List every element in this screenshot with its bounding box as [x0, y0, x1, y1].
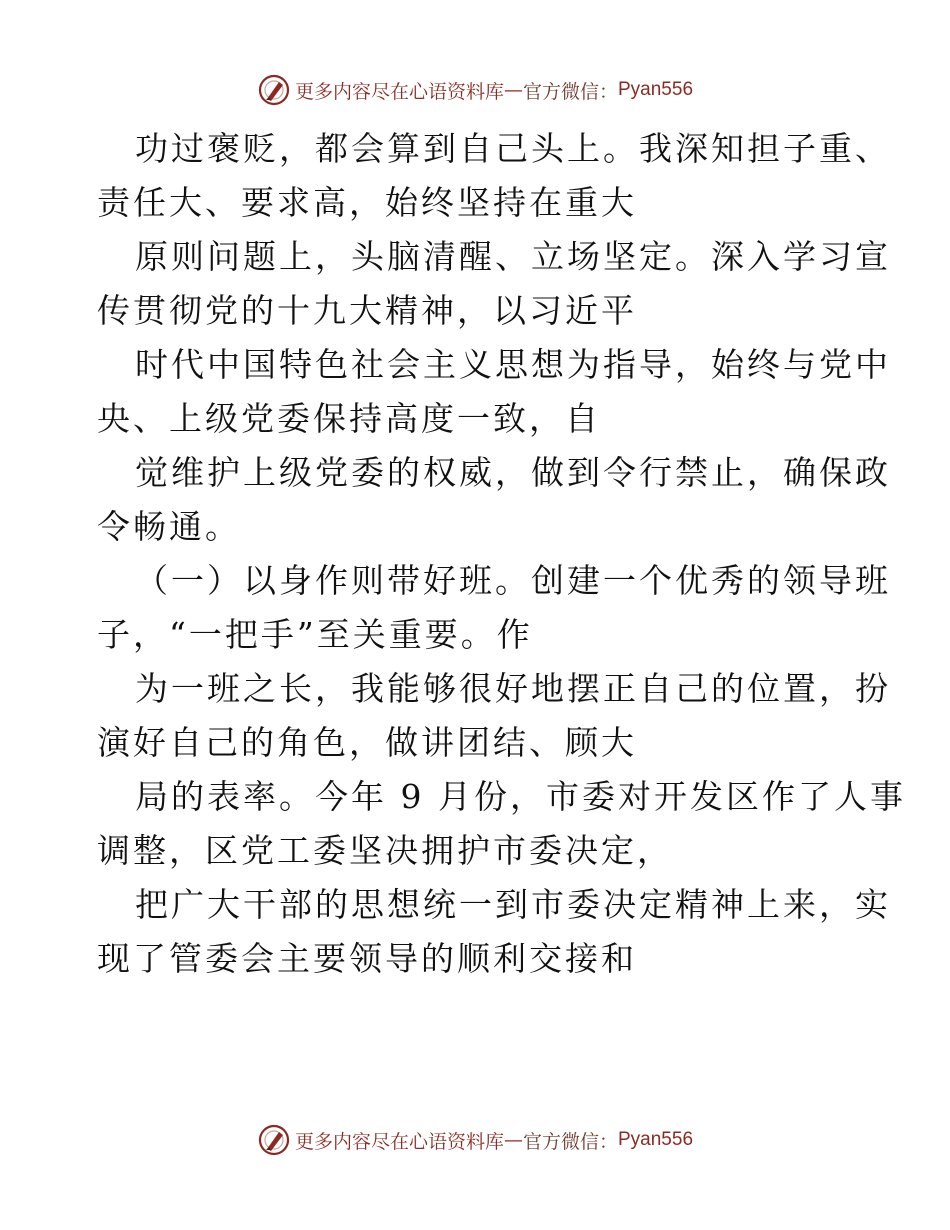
body-line: 时代中国特色社会主义思想为指导，始终与党中: [135, 345, 891, 384]
body-line: 功过褒贬，都会算到自己头上。我深知担子重、: [135, 129, 891, 168]
body-line: 子，“一把手”至关重要。作: [97, 615, 533, 654]
footer-banner: [0, 1120, 950, 1160]
body-line: 演好自己的角色，做讲团结、顾大: [97, 723, 637, 762]
body-line: 责任大、要求高，始终坚持在重大: [97, 183, 637, 222]
banner-wechat-id: Pyan556: [618, 79, 694, 100]
banner-title: 更多内容尽在心语资料库: [294, 1130, 504, 1153]
body-line: 令畅通。: [97, 507, 241, 546]
body-line: 觉维护上级党委的权威，做到令行禁止，确保政: [135, 453, 891, 492]
pen-nib-logo-icon: [257, 73, 291, 107]
header-banner: [0, 70, 950, 110]
banner-wechat-label: 官方微信：: [522, 80, 618, 103]
body-line: 调整，区党工委坚决拥护市委决定，: [97, 831, 673, 870]
body-line: 现了管委会主要领导的顺利交接和: [97, 939, 637, 978]
body-line: 传贯彻党的十九大精神，以习近平: [97, 291, 637, 330]
pen-nib-logo-icon: [257, 1123, 291, 1157]
body-line: 为一班之长，我能够很好地摆正自己的位置，扮: [135, 669, 891, 708]
body-line: 原则问题上，头脑清醒、立场坚定。深入学习宣: [135, 237, 891, 276]
body-line: （一）以身作则带好班。创建一个优秀的领导班: [135, 561, 891, 600]
body-line: 央、上级党委保持高度一致，自: [97, 399, 601, 438]
body-line: 局的表率。今年 9 月份，市委对开发区作了人事: [135, 777, 906, 816]
document-body: [97, 122, 906, 986]
banner-wechat-id: Pyan556: [618, 1129, 694, 1150]
banner-title: 更多内容尽在心语资料库: [294, 80, 504, 103]
banner-separator: —: [503, 1129, 523, 1151]
banner-separator: —: [503, 79, 523, 101]
banner-wechat-label: 官方微信：: [522, 1130, 618, 1153]
body-line: 把广大干部的思想统一到市委决定精神上来，实: [135, 885, 891, 924]
